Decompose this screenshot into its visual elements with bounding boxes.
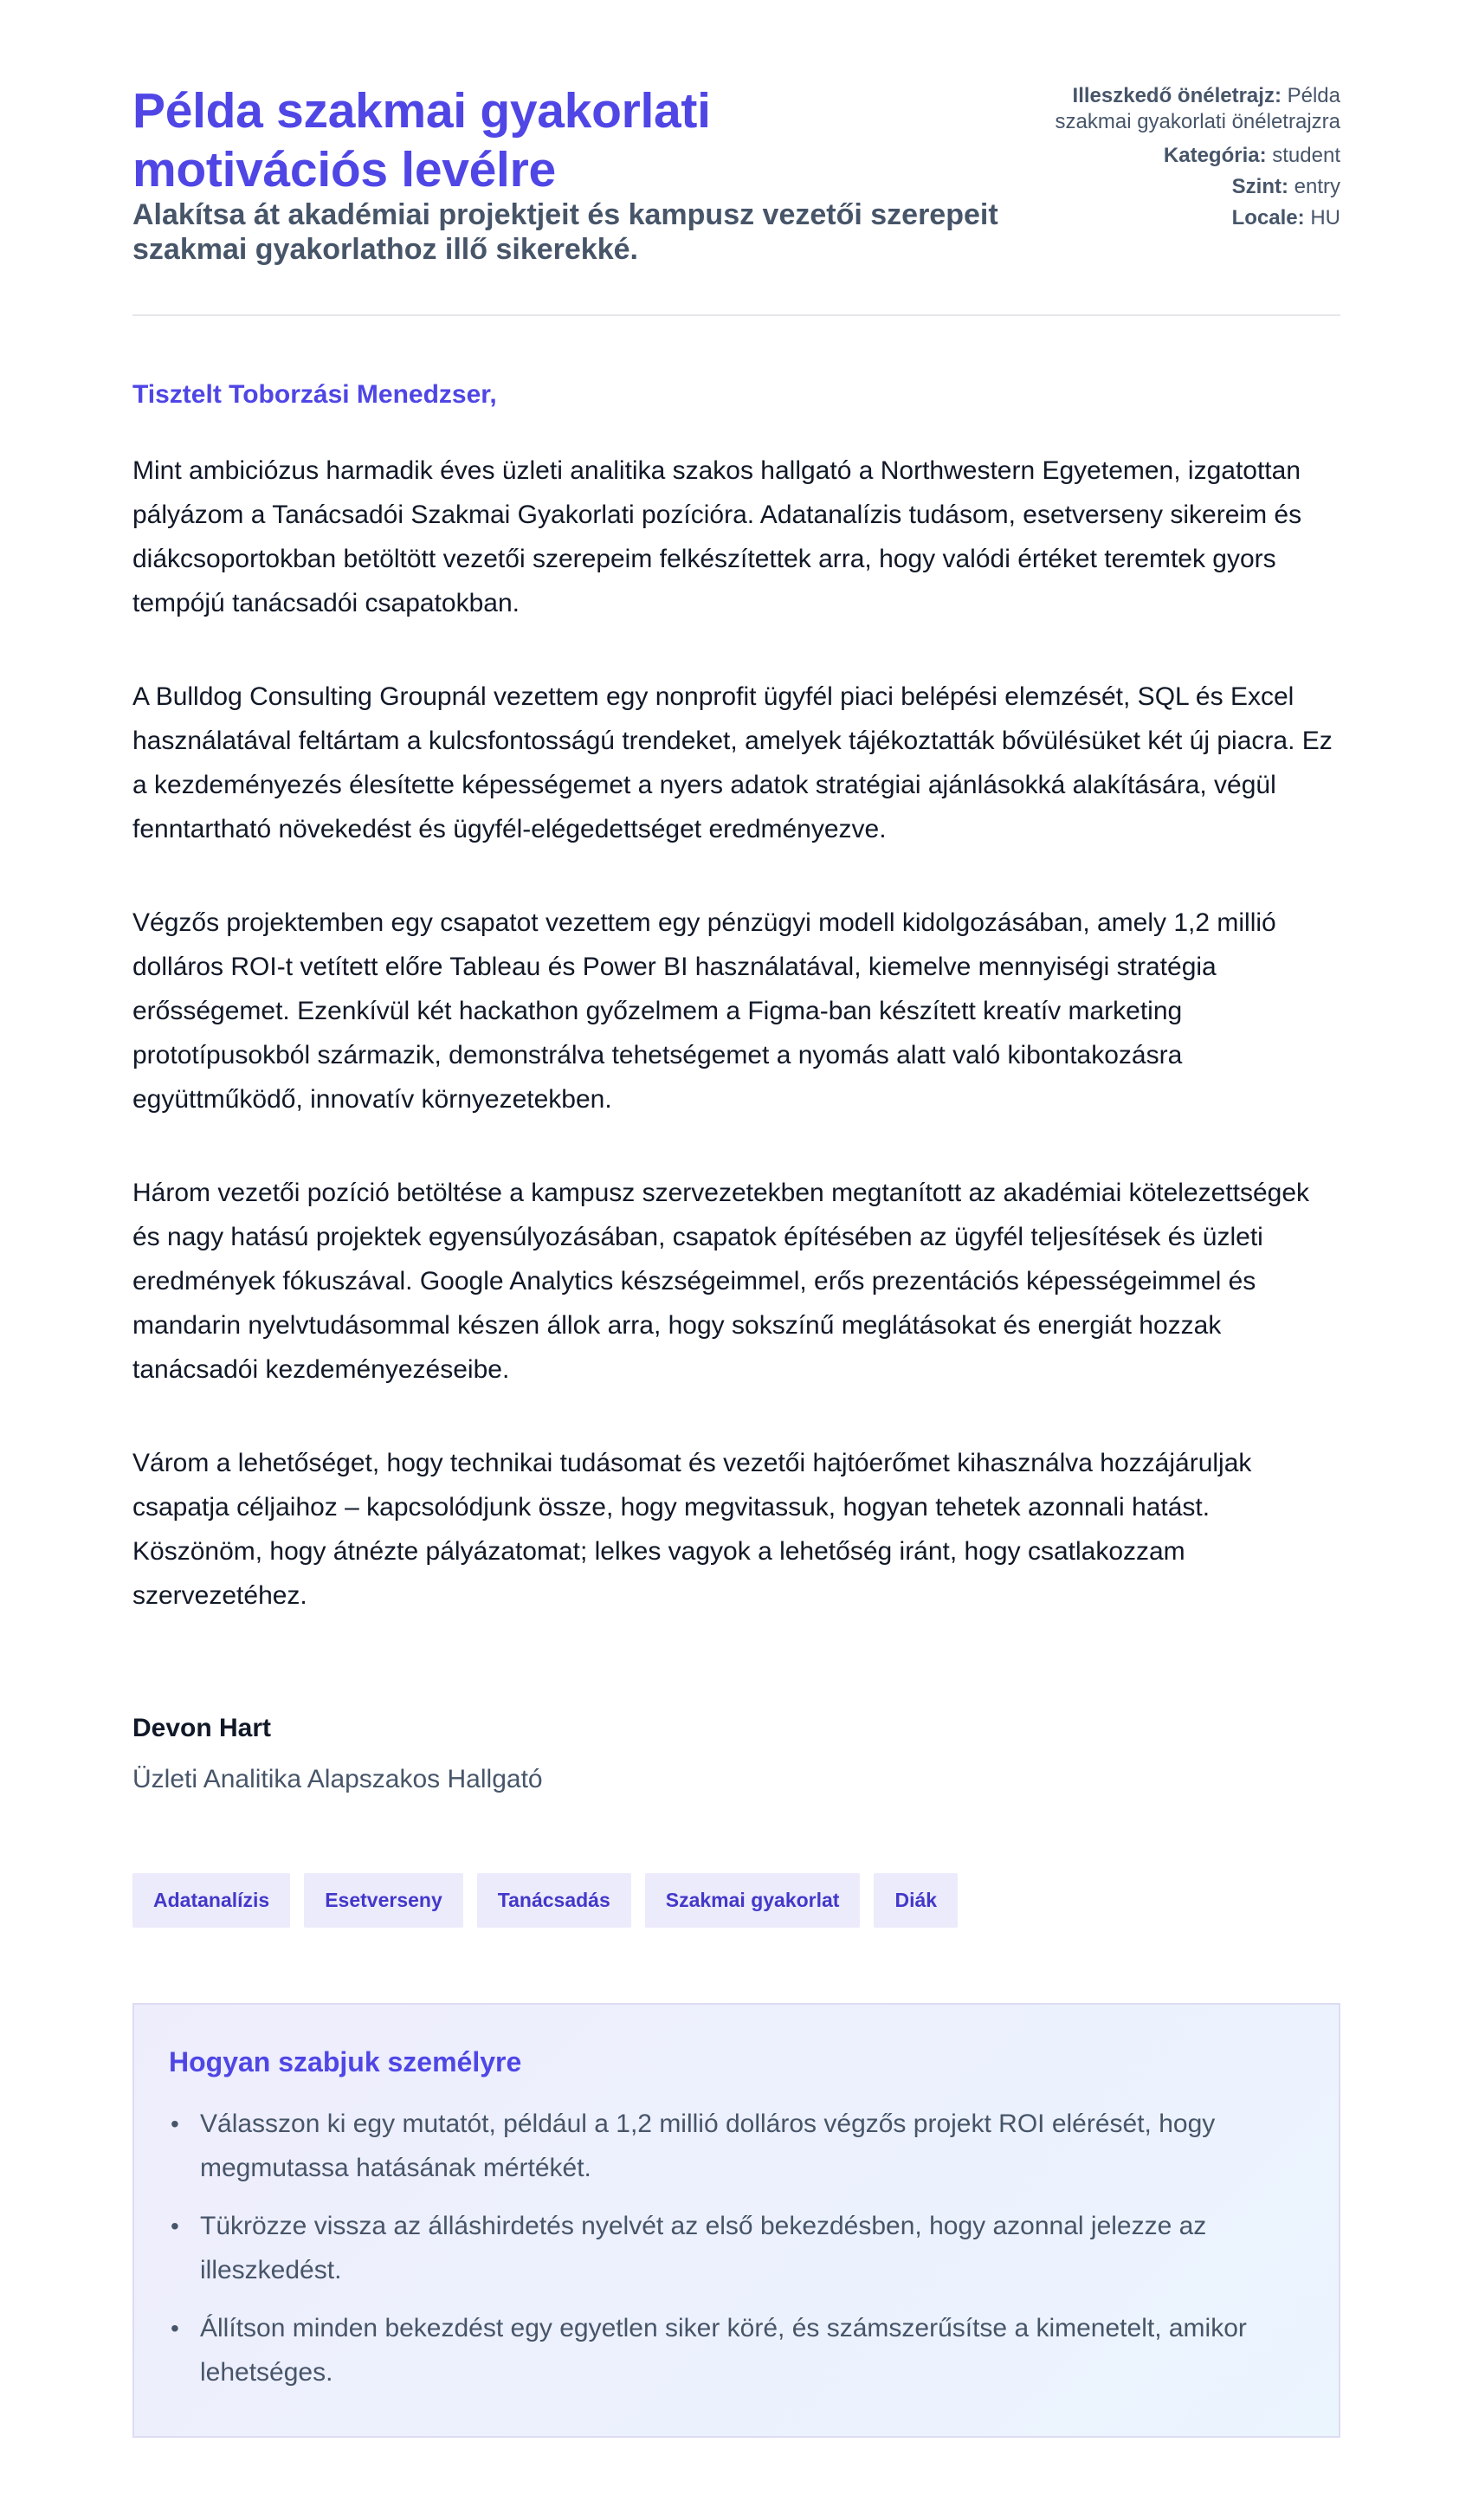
letter-paragraph: Végzős projektemben egy csapatot vezettem egy pénzügyi modell kidolgozásában, amely 1,2 millió dolláros ROI-t vetített előre Tableau és Power BI használatával, kiemelve mennyiségi stratégia erősségemet. Ezenkívül két hackathon győzelmem a Figma-ban készített kreatív marketing prototípusokból származik, demonstrálva tehetségemet a nyomás alatt való kibontakozásra együttműködő, innovatív környezetekben.: [132, 908, 1276, 1114]
meta-category: [1011, 140, 1340, 171]
signature-name: Devon Hart: [132, 1714, 272, 1742]
meta-panel: [1011, 83, 1340, 234]
tag-chip[interactable]: Adatanalízis: [132, 1873, 290, 1928]
meta-level: [1011, 171, 1340, 203]
tag-chip[interactable]: Diák: [874, 1873, 958, 1928]
meta-value: Példa szakmai gyakorlati önéletrajzra: [1055, 84, 1340, 133]
meta-locale: [1011, 203, 1340, 234]
letter-paragraph: Várom a lehetőséget, hogy technikai tudásomat és vezetői hajtóerőmet kihasználva hozzájáruljak csapatja céljaihoz – kapcsolódjunk össze, hogy megvitassuk, hogyan tehetek azonnali hatást. Köszönöm, hogy átnézte pályázatomat; lelkes vagyok a lehetőség iránt, hogy csatlakozzam szervezetéhez.: [132, 1449, 1252, 1610]
cover-letter-page: [132, 0, 1340, 2387]
meta-label: Illeszkedő önéletrajz:: [1072, 84, 1282, 107]
bullet-icon: •: [171, 2315, 179, 2342]
tips-heading: Hogyan szabjuk személyre: [169, 2046, 522, 2077]
tips-list-item: [169, 2102, 1304, 2190]
meta-label: Kategória:: [1163, 144, 1267, 167]
tag-list: [132, 1873, 958, 1928]
page-subtitle: Alakítsa át akadémiai projektjeit és kampusz vezetői szerepeit szakmai gyakorlathoz illő sikerekké.: [132, 198, 998, 266]
page-header: [132, 0, 1340, 316]
tips-item-text: Állítson minden bekezdést egy egyetlen siker köré, és számszerűsítse a kimenetelt, amikor lehetséges.: [200, 2314, 1247, 2387]
letter-paragraph: Három vezetői pozíció betöltése a kampusz szervezetekben megtanított az akadémiai kötelezettségek és nagy hatású projektek egyensúlyozásában, csapatok építésében az ügyfél teljesítések és üzleti eredmények fókuszával. Google Analytics készségeimmel, erős prezentációs képességeimmel és mandarin nyelvtudásommal készen állok arra, hogy sokszínű meglátásokat és energiát hozzak tanácsadói kezdeményezéseibe.: [132, 1179, 1310, 1384]
tips-list: [169, 2102, 1304, 2394]
letter-paragraph: A Bulldog Consulting Groupnál vezettem egy nonprofit ügyfél piaci belépési elemzését, SQL és Excel használatával feltártam a kulcsfontosságú trendeket, amelyek tájékoztatták bővülésüket két új piacra. Ez a kezdeményezés élesítette képességemet a nyers adatok stratégiai ajánlásokká alakítására, végül fenntartható növekedést és ügyfél-elégedettséget eredményezve.: [132, 682, 1333, 843]
tips-item-text: Tükrözze vissza az álláshirdetés nyelvét az első bekezdésben, hogy azonnal jelezze az illeszkedést.: [200, 2212, 1207, 2284]
signature-title: Üzleti Analitika Alapszakos Hallgató: [132, 1765, 543, 1793]
meta-label: Szint:: [1231, 175, 1288, 198]
tag-chip[interactable]: Esetverseny: [304, 1873, 463, 1928]
bullet-icon: •: [171, 2213, 179, 2239]
letter-paragraph: Mint ambiciózus harmadik éves üzleti analitika szakos hallgató a Northwestern Egyetemen, izgatottan pályázom a Tanácsadói Szakmai Gyakorlati pozícióra. Adatanalízis tudásom, esetverseny sikereim és diákcsoportokban betöltött vezetői szerepeim felkészítettek arra, hogy valódi értéket teremtek gyors tempójú tanácsadói csapatokban.: [132, 456, 1302, 617]
tips-item-text: Válasszon ki egy mutatót, például a 1,2 millió dolláros végzős projekt ROI elérését, hogy megmutassa hatásának mértékét.: [200, 2110, 1216, 2182]
bullet-icon: •: [171, 2110, 179, 2137]
tips-list-item: [169, 2204, 1304, 2292]
meta-label: Locale:: [1231, 206, 1305, 229]
tag-chip[interactable]: Tanácsadás: [477, 1873, 631, 1928]
tag-chip[interactable]: Szakmai gyakorlat: [645, 1873, 861, 1928]
meta-value: entry: [1294, 175, 1340, 198]
tips-list-item: [169, 2306, 1304, 2394]
personalization-tips-box: [132, 2003, 1340, 2438]
letter-body: [132, 449, 1340, 1667]
meta-matching-resume: [1011, 83, 1340, 135]
letter-greeting: Tisztelt Toborzási Menedzser,: [132, 380, 497, 409]
page-title: Példa szakmai gyakorlati motivációs levélre: [132, 83, 711, 197]
meta-value: HU: [1310, 206, 1340, 229]
meta-value: student: [1272, 144, 1340, 167]
